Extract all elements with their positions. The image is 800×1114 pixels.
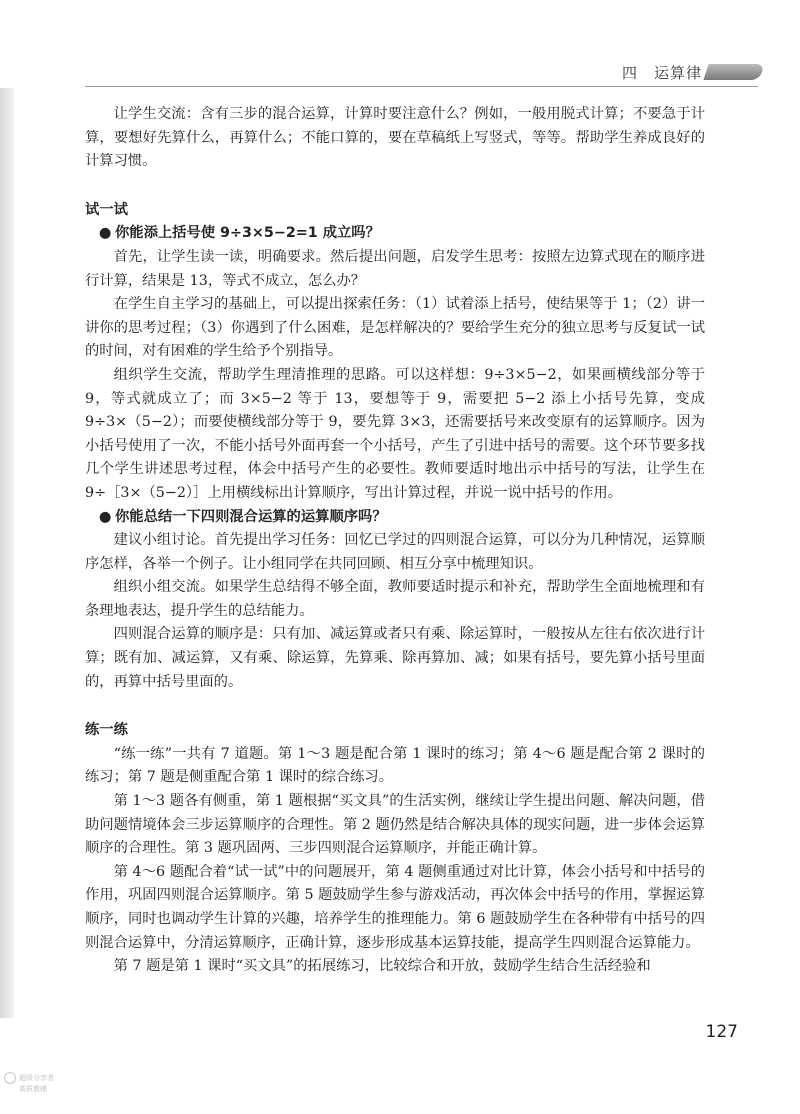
paragraph: “练一练”一共有 7 道题。第 1～3 题是配合第 1 课时的练习；第 4～6 题是配合第 2 课时的练习；第 7 题是侧重配合第 1 课时的综合练习。 [85, 745, 705, 786]
paragraph: 首先，让学生读一读，明确要求。然后提出问题，启发学生思考：按照左边算式现在的顺序进行计算，结果是 13，等式不成立，怎么办？ [85, 248, 705, 289]
page-header [0, 58, 800, 88]
intro-paragraph: 让学生交流：含有三步的混合运算，计算时要注意什么？例如，一般用脱式计算；不要急于计算，要想好先算什么，再算什么；不能口算的，要在草稿纸上写竖式，等等。帮助学生养成良好的计算习惯。 [85, 106, 705, 170]
header-rule [85, 86, 758, 87]
bullet-text: 你能添上括号使 9÷3×5−2=1 成立吗？ [115, 225, 380, 242]
bullet-dot-icon: ● [99, 225, 112, 242]
paragraph: 在学生自主学习的基础上，可以提出探索任务：（1）试着添上括号，使结果等于 1；（2）讲一讲你的思考过程；（3）你遇到了什么困难，是怎样解决的？要给学生充分的独立思考与反复试一试的时间，对有困难的学生给予个别指导。 [85, 296, 705, 360]
watermark-line-2: 高质教辅 [19, 1085, 47, 1093]
bullet-question-1 [85, 222, 705, 246]
bullet-text: 你能总结一下四则混合运算的运算顺序吗？ [115, 508, 387, 525]
paragraph: 第 4～6 题配合着“试一试”中的问题展开，第 4 题侧重通过对比计算，体会小括号和中括号的作用，巩固四则混合运算顺序。第 5 题鼓励学生参与游戏活动，再次体会中括号的作用，掌握运算顺序，同时也调动学生计算的兴趣，培养学生的推理能力。第 6 题鼓励学生在各种带有中括号的四则混合运算中，分清运算顺序，正确计算，逐步形成基本运算技能，提高学生四则混合运算能力。 [85, 863, 705, 951]
bullet-question-2 [85, 506, 705, 530]
section-heading-practice: 练一练 [85, 722, 128, 739]
paragraph: 第 7 题是第 1 课时“买文具”的拓展练习，比较综合和开放，鼓励学生结合生活经验和 [113, 958, 651, 975]
bullet-dot-icon: ● [99, 508, 112, 525]
paragraph: 组织小组交流。如果学生总结得不够全面，教师要适时提示和补充，帮助学生全面地梳理和有条理地表达，提升学生的总结能力。 [85, 579, 705, 619]
paragraph: 四则混合运算的顺序是：只有加、减运算或者只有乘、除运算时，一般按从左往右依次进行计算；既有加、减运算，又有乘、除运算，先算乘、除再算加、减；如果有括号，要先算小括号里面的，再算中括号里面的。 [85, 626, 705, 690]
paragraph: 第 1～3 题各有侧重，第 1 题根据“买文具”的生活实例，继续让学生提出问题、解决问题，借助问题情境体会三步运算顺序的合理性。第 2 题仍然是结合解决具体的现实问题，进一步体会运算顺序的合理性。第 3 题巩固两、三步四则混合运算顺序，并能正确计算。 [85, 793, 705, 857]
page-edge-shading [0, 88, 14, 1018]
header-decoration-bar [703, 64, 764, 80]
watermark-logo-icon [4, 1072, 16, 1084]
page-number: 127 [705, 1022, 738, 1042]
watermark-line-1: 超级分享者 [19, 1074, 54, 1082]
chapter-title: 四 运算律 [621, 64, 702, 82]
paragraph: 组织学生交流，帮助学生理清推理的思路。可以这样想：9÷3×5−2，如果画横线部分等于 9，等式就成立了；而 3×5−2 等于 13，要想等于 9，需要把 5−2 添上小括号先算，变成 9÷3×（5−2）；而要使横线部分等于 9，要先算 3×3，还需要括号来改变原有的运算顺序。因为小括号使用了一次，不能小括号外面再套一个小括号，产生了引进中括号的需要。这个环节要多找几个学生讲述思考过程，体会中括号产生的必要性。教师要适时地出示中括号的写法，让学生在 9÷［3×（5−2）］上用横线标出计算顺序，写出计算过程，并说一说中括号的作用。 [85, 366, 705, 501]
paragraph: 建议小组讨论。首先提出学习任务：回忆已学过的四则混合运算，可以分为几种情况，运算顺序怎样，各举一个例子。让小组同学在共同回顾、相互分享中梳理知识。 [85, 532, 705, 572]
page-body [85, 103, 705, 979]
section-heading-try: 试一试 [85, 201, 128, 218]
watermark [4, 1072, 74, 1094]
